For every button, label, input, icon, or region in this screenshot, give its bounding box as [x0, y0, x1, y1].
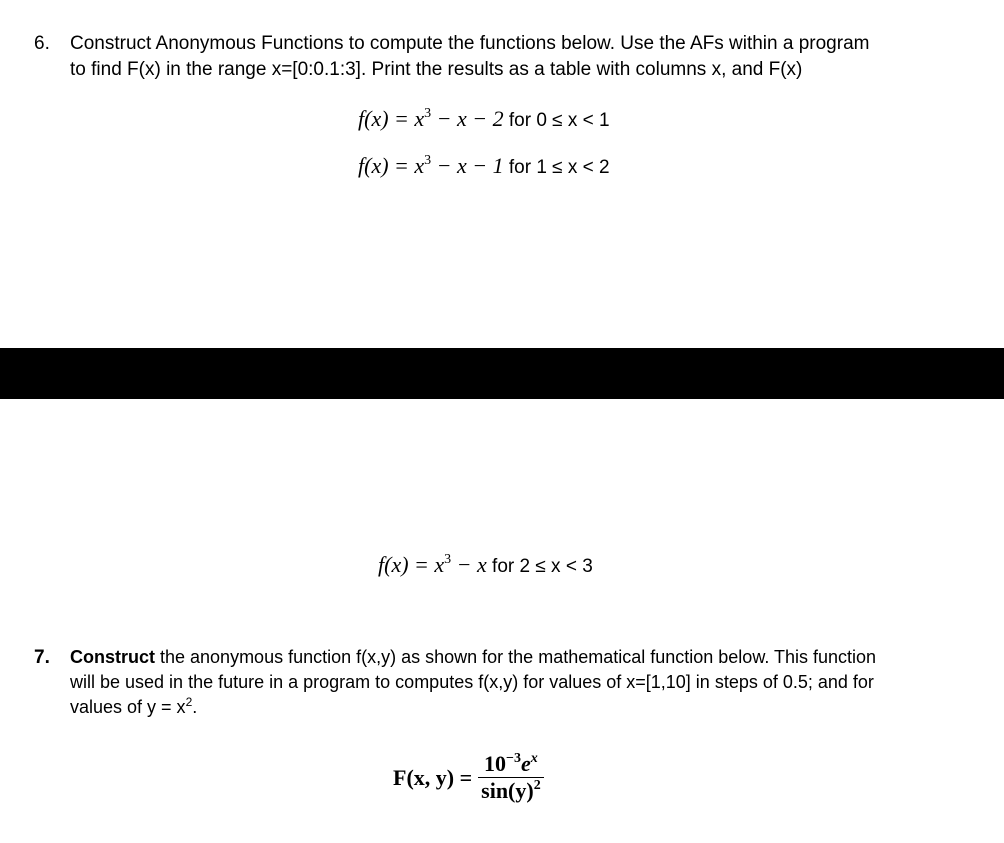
formula-den-exponent: 2	[533, 778, 541, 793]
equation-2-rhs: − x − 1	[431, 153, 504, 178]
equation-2-exponent: 3	[424, 153, 432, 168]
equation-2	[358, 152, 610, 182]
equation-3-exponent: 3	[444, 552, 452, 567]
equation-2-lhs: f(x) = x	[358, 153, 425, 178]
question-7-line-3	[70, 695, 990, 720]
equation-3-rhs: − x	[451, 552, 487, 577]
formula-F	[393, 751, 544, 804]
question-7-bold-word: Construct	[70, 647, 155, 667]
equation-2-condition: for 1 ≤ x < 2	[503, 157, 610, 178]
equation-1-rhs: − x − 2	[431, 106, 504, 131]
question-6-line-2: to find F(x) in the range x=[0:0.1:3]. Print the results as a table with columns x, and F(x)	[70, 59, 803, 80]
equation-3-lhs: f(x) = x	[378, 552, 445, 577]
formula-lhs: F(x, y) =	[393, 764, 473, 790]
question-7-text	[70, 645, 990, 720]
question-7-number: 7.	[34, 647, 50, 668]
formula-den-base: sin(y)	[481, 778, 534, 803]
equation-3-condition: for 2 ≤ x < 3	[486, 556, 593, 577]
equation-1-condition: for 0 ≤ x < 1	[503, 110, 610, 131]
formula-num-base: 10	[484, 751, 507, 776]
formula-num-exponent: −3	[506, 751, 522, 766]
equation-1	[358, 105, 610, 135]
formula-fraction	[478, 751, 544, 804]
question-7-line-3-exponent: 2	[185, 695, 193, 709]
question-7-line-1-rest: the anonymous function f(x,y) as shown for the mathematical function below. This function	[155, 647, 877, 667]
formula-num-e: e	[521, 751, 531, 776]
question-6-number: 6.	[34, 33, 50, 54]
question-7-line-3-post: .	[192, 697, 198, 717]
equation-1-exponent: 3	[424, 106, 432, 121]
equation-1-lhs: f(x) = x	[358, 106, 425, 131]
question-6-line-1: Construct Anonymous Functions to compute the functions below. Use the AFs within a program	[70, 33, 870, 54]
equation-3	[378, 551, 593, 581]
question-6-text	[70, 31, 990, 83]
question-7-line-2: will be used in the future in a program to computes f(x,y) for values of x=[1,10] in steps of 0.5; and for	[70, 672, 874, 692]
formula-num-e-exponent: x	[530, 751, 538, 766]
question-7-line-1	[70, 645, 990, 670]
formula-numerator	[481, 751, 541, 777]
question-7-line-3-pre: values of y = x	[70, 697, 186, 717]
formula-denominator	[478, 778, 544, 804]
redaction-bar	[0, 348, 1004, 399]
